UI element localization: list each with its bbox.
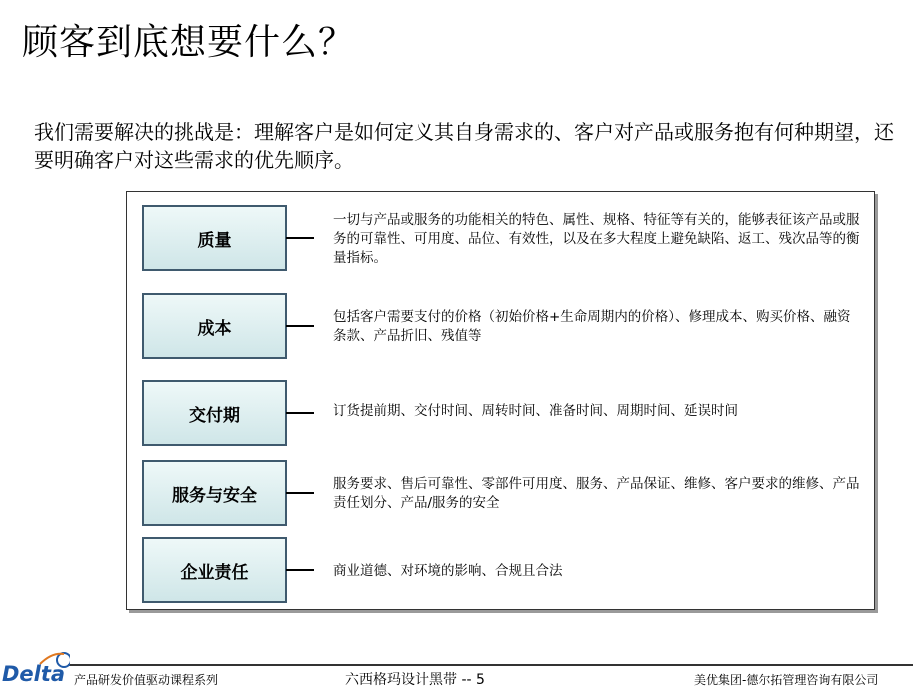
requirements-frame [126, 191, 875, 610]
logo-text: Delta [2, 662, 66, 686]
label-service-safety: 服务与安全 [142, 460, 287, 526]
desc-delivery: 订货提前期、交付时间、周转时间、准备时间、周期时间、延误时间 [333, 403, 738, 419]
connector-line [286, 325, 314, 327]
footer-course: 产品研发价值驱动课程系列 [74, 673, 219, 687]
desc-cost: 包括客户需要支付的价格（初始价格+生命周期内的价格）、修理成本、购买价格、融资条款、产品折旧、残值等 [333, 309, 851, 344]
label-delivery: 交付期 [142, 380, 287, 446]
connector-line [286, 492, 314, 494]
label-corporate-responsibility: 企业责任 [142, 537, 287, 603]
connector-line [286, 569, 314, 571]
footer-company: 美优集团-德尔拓管理咨询有限公司 [694, 673, 879, 687]
label-quality: 质量 [142, 205, 287, 271]
footer-divider [68, 664, 913, 666]
desc-corporate-responsibility: 商业道德、对环境的影响、合规且合法 [333, 563, 563, 579]
footer-page: 六西格玛设计黑带 -- 5 [345, 672, 485, 688]
intro-text: 我们需要解决的挑战是：理解客户是如何定义其自身需求的、客户对产品或服务抱有何种期望，还要明确客户对这些需求的优先顺序。 [34, 120, 894, 172]
slide-title: 顾客到底想要什么？ [22, 22, 356, 63]
desc-quality: 一切与产品或服务的功能相关的特色、属性、规格、特征等有关的，能够表征该产品或服务的可靠性、可用度、品位、有效性，以及在多大程度上避免缺陷、返工、残次品等的衡量指标。 [333, 212, 860, 266]
desc-service-safety: 服务要求、售后可靠性、零部件可用度、服务、产品保证、维修、客户要求的维修、产品责任划分、产品/服务的安全 [333, 476, 860, 511]
label-cost: 成本 [142, 293, 287, 359]
connector-line [286, 237, 314, 239]
connector-line [286, 412, 314, 414]
